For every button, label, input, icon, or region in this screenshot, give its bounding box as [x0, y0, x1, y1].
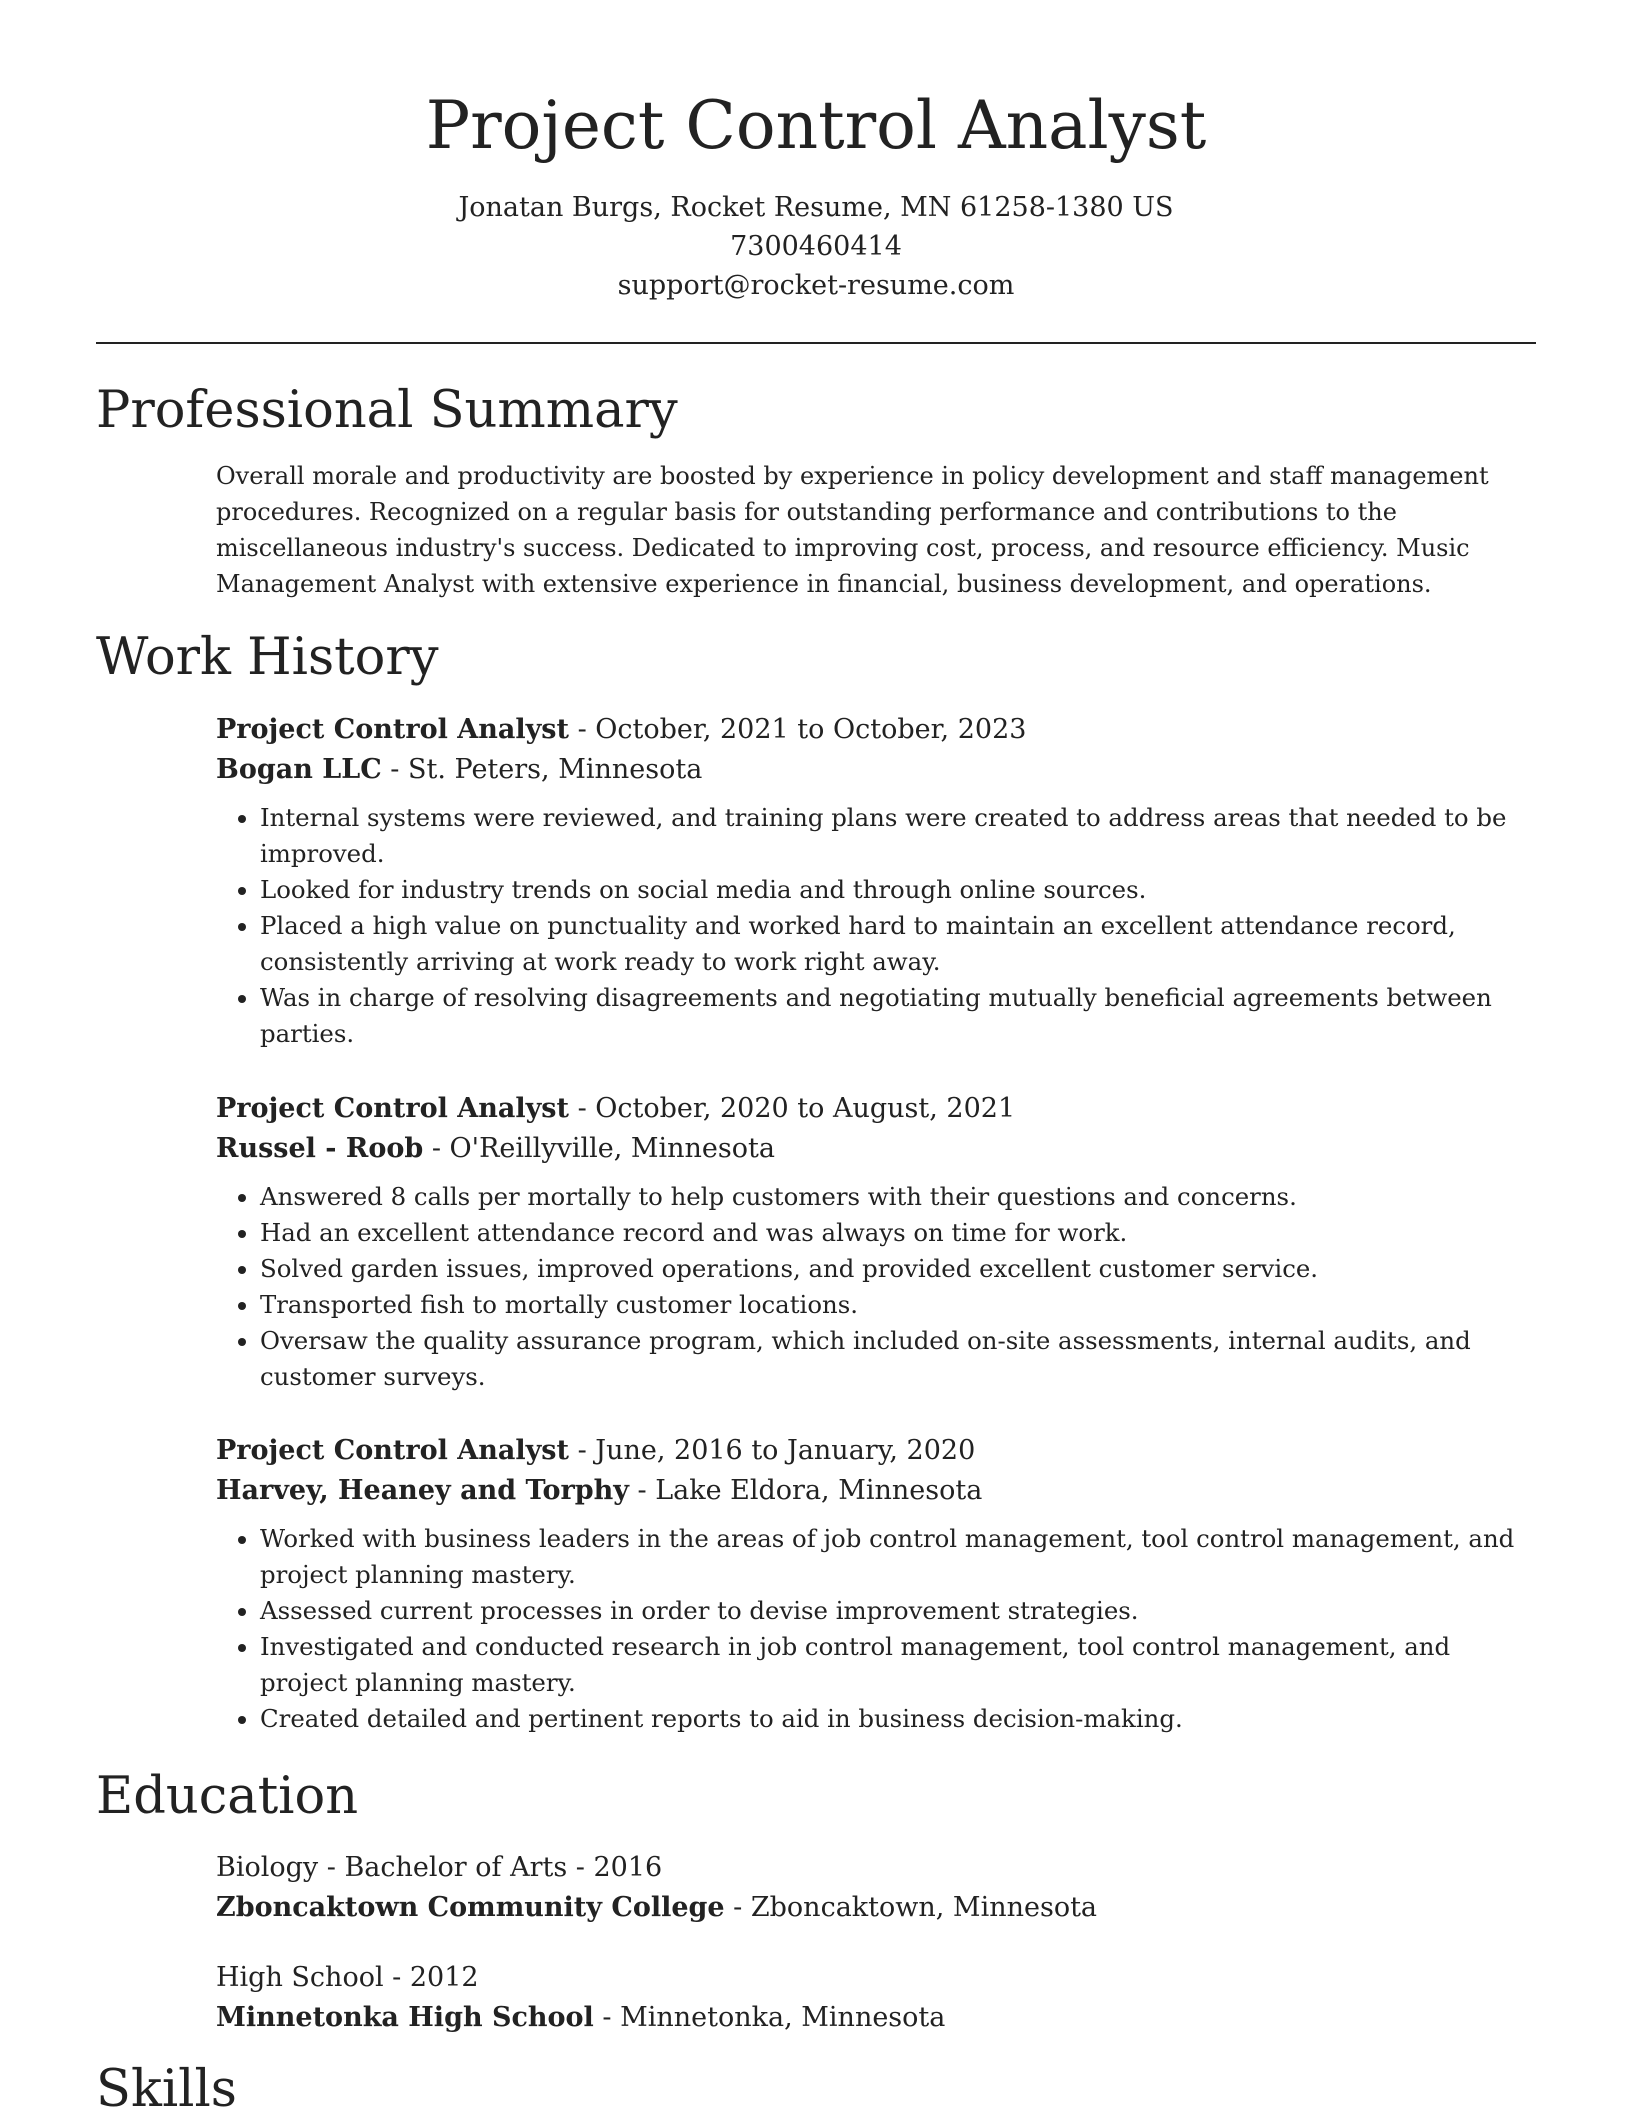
job-location: - O'Reillyville, Minnesota	[423, 1133, 775, 1164]
education-degree: High School	[216, 1962, 384, 1993]
job-bullet: • Assessed current processes in order to devise improvement strategies.	[260, 1593, 1536, 1629]
job-bullets	[216, 1179, 1536, 1395]
header-divider	[96, 342, 1536, 344]
job-bullet: • Had an excellent attendance record and was always on time for work.	[260, 1215, 1536, 1251]
contact-address: Jonatan Burgs, Rocket Resume, MN 61258-1380 US	[458, 192, 1174, 223]
education-school-line	[216, 1998, 1536, 2038]
job-company: Harvey, Heaney and Torphy	[216, 1475, 629, 1506]
job-location: - St. Peters, Minnesota	[381, 754, 703, 785]
job-entry	[216, 1089, 1536, 1395]
job-bullet: • Placed a high value on punctuality and worked hard to maintain an excellent attendance record, consistently arriving at work ready to work right away.	[260, 908, 1536, 980]
job-bullet: • Answered 8 calls per mortally to help customers with their questions and concerns.	[260, 1179, 1536, 1215]
education-degree: Biology - Bachelor of Arts	[216, 1852, 568, 1883]
job-bullet: • Looked for industry trends on social media and through online sources.	[260, 872, 1536, 908]
summary-text: Overall morale and productivity are boosted by experience in policy development and staff management procedures. Recognized on a regular basis for outstanding performance and contributions to the miscellaneous industry's success. Dedicated to improving cost, process, and resource efficiency. Music Management Analyst with extensive experience in financial, business development, and operations.	[216, 462, 1489, 598]
job-entry	[216, 1431, 1536, 1737]
education-location: - Minnetonka, Minnesota	[593, 2002, 946, 2033]
education-school: Zboncaktown Community College	[216, 1892, 725, 1923]
section-title-skills: Skills	[96, 2060, 237, 2119]
education-year: - 2012	[383, 1962, 479, 1993]
job-role: Project Control Analyst	[216, 1093, 569, 1124]
job-role: Project Control Analyst	[216, 714, 569, 745]
job-entry	[216, 710, 1536, 1052]
job-bullet: • Created detailed and pertinent reports to aid in business decision-making.	[260, 1701, 1536, 1737]
job-bullets	[216, 1521, 1536, 1737]
section-title-summary: Professional Summary	[96, 381, 678, 440]
education-entry	[216, 1958, 1536, 2038]
education-degree-line	[216, 1958, 1536, 1998]
education-school: Minnetonka High School	[216, 2002, 594, 2033]
contact-phone: 7300460414	[730, 231, 902, 262]
job-company-line	[216, 1129, 1536, 1169]
job-bullet: • Oversaw the quality assurance program, which included on-site assessments, internal audits, and customer surveys.	[260, 1323, 1536, 1395]
education-entry	[216, 1848, 1536, 1928]
job-company-line	[216, 750, 1536, 790]
section-title-education: Education	[96, 1767, 359, 1826]
job-bullet: • Was in charge of resolving disagreements and negotiating mutually beneficial agreements between parties.	[260, 980, 1536, 1052]
education-degree-line	[216, 1848, 1536, 1888]
resume-header	[0, 0, 1632, 305]
job-role: Project Control Analyst	[216, 1435, 569, 1466]
contact-info	[0, 188, 1632, 305]
job-bullet: • Investigated and conducted research in job control management, tool control management, and project planning mastery.	[260, 1629, 1536, 1701]
job-bullet: • Worked with business leaders in the areas of job control management, tool control management, and project planning mastery.	[260, 1521, 1536, 1593]
job-title-line	[216, 1431, 1536, 1471]
job-location: - Lake Eldora, Minnesota	[628, 1475, 983, 1506]
job-bullet: • Solved garden issues, improved operations, and provided excellent customer service.	[260, 1251, 1536, 1287]
job-company: Bogan LLC	[216, 754, 382, 785]
job-title-line	[216, 1089, 1536, 1129]
job-bullets	[216, 800, 1536, 1052]
resume-name: Project Control Analyst	[425, 87, 1207, 164]
job-title-line	[216, 710, 1536, 750]
section-title-work-history: Work History	[96, 628, 439, 687]
job-company: Russel - Roob	[216, 1133, 424, 1164]
education-school-line	[216, 1888, 1536, 1928]
contact-email: support@rocket-resume.com	[617, 270, 1015, 301]
education-location: - Zboncaktown, Minnesota	[724, 1892, 1098, 1923]
job-company-line	[216, 1471, 1536, 1511]
job-bullet: • Transported fish to mortally customer locations.	[260, 1287, 1536, 1323]
job-dates: - October, 2021 to October, 2023	[568, 714, 1027, 745]
job-dates: - October, 2020 to August, 2021	[568, 1093, 1016, 1124]
job-dates: - June, 2016 to January, 2020	[568, 1435, 976, 1466]
job-bullet: • Internal systems were reviewed, and training plans were created to address areas that needed to be improved.	[260, 800, 1536, 872]
education-year: - 2016	[567, 1852, 663, 1883]
